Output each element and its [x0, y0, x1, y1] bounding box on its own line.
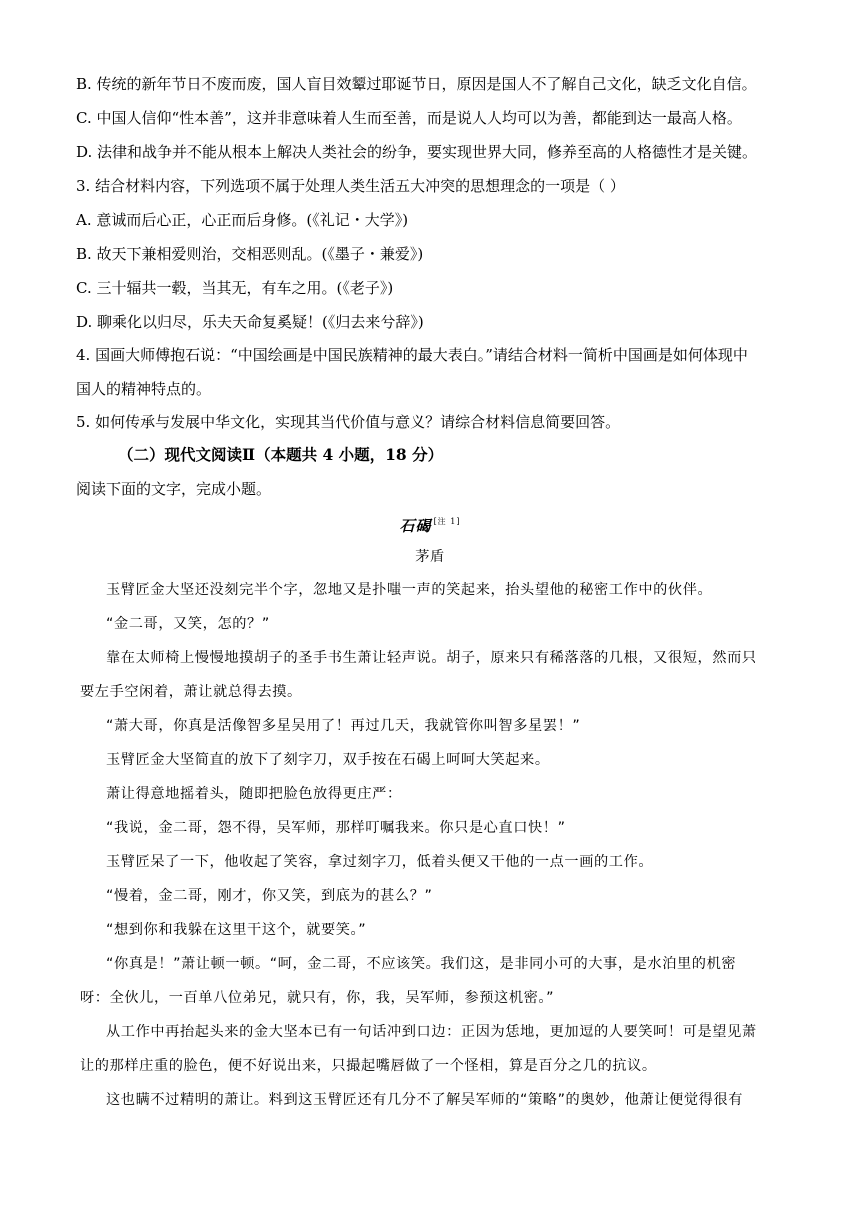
option-3d: D. 聊乘化以归尽，乐夫天命复奚疑！(《归去来兮辞》): [76, 313, 424, 331]
story-paragraph-cont: 让的那样庄重的脸色，便不好说出来，只撮起嘴唇做了一个怪相，算是百分之几的抗议。: [80, 1058, 657, 1074]
question-4-line-1: 4. 国画大师傅抱石说：“中国绘画是中国民族精神的最大表白。”请结合材料一简析中国画是如何体现中: [76, 346, 748, 364]
story-author: 茅盾: [415, 549, 445, 565]
option-3b: B. 故天下兼相爱则治，交相恶则乱。(《墨子・兼爱》): [76, 245, 424, 263]
story-paragraph: “你真是！”萧让顿一顿。“呵，金二哥，不应该笑。我们这，是非同小可的大事，是水泊里的机密: [106, 956, 737, 972]
story-paragraph: 玉臂匠呆了一下，他收起了笑容，拿过刻字刀，低着头便又干他的一点一画的工作。: [106, 854, 654, 870]
story-paragraph: 玉臂匠金大坚还没刻完半个字，忽地又是扑嗤一声的笑起来，抬头望他的秘密工作中的伙伴。: [106, 582, 713, 598]
question-5: 5. 如何传承与发展中华文化，实现其当代价值与意义？请综合材料信息简要回答。: [76, 413, 621, 431]
option-2c: C. 中国人信仰“性本善”，这并非意味着人生而至善，而是说人人均可以为善，都能到达一最高人格。: [76, 109, 742, 127]
question-3-stem: 3. 结合材料内容，下列选项不属于处理人类生活五大冲突的思想理念的一项是（ ）: [76, 177, 625, 195]
story-paragraph-cont: 呀：全伙儿，一百单八位弟兄，就只有，你，我，吴军师，参预这机密。”: [80, 990, 555, 1006]
story-paragraph: 玉臂匠金大坚简直的放下了刻字刀，双手按在石碣上呵呵大笑起来。: [106, 752, 550, 768]
story-paragraph: “金二哥，又笑，怎的？”: [106, 616, 270, 632]
option-3c: C. 三十辐共一毂，当其无，有车之用。(《老子》): [76, 279, 394, 297]
story-paragraph: 从工作中再抬起头来的金大坚本已有一句话冲到口边：正因为恁地，更加逗的人要笑呵！可是望见萧: [106, 1024, 757, 1040]
question-4-line-2: 国人的精神特点的。: [76, 380, 212, 398]
story-paragraph: “想到你和我躲在这里干这个，就要笑。”: [106, 922, 367, 938]
story-title: [0, 512, 860, 536]
option-2b: B. 传统的新年节日不废而废，国人盲目效颦过耶诞节日，原因是国人不了解自己文化，缺乏文化自信。: [76, 75, 757, 93]
story-paragraph-cont: 要左手空闲着，萧让就总得去摸。: [80, 684, 302, 700]
section-heading: （二）现代文阅读Ⅱ（本题共 4 小题，18 分）: [118, 445, 444, 464]
story-paragraph: “慢着，金二哥，刚才，你又笑，到底为的甚么？”: [106, 888, 433, 904]
story-title-text: 石碣: [399, 517, 432, 535]
story-paragraph: “我说，金二哥，怨不得，吴军师，那样叮嘱我来。你只是心直口快！”: [106, 820, 566, 836]
story-paragraph: 萧让得意地摇着头，随即把脸色放得更庄严：: [106, 786, 402, 802]
option-3a: A. 意诚而后心正，心正而后身修。(《礼记・大学》): [76, 211, 409, 229]
option-2d: D. 法律和战争并不能从根本上解决人类社会的纷争，要实现世界大同，修养至高的人格德性才是关键。: [76, 143, 758, 161]
footnote-marker: [注 1]: [433, 517, 461, 526]
story-paragraph: 这也瞒不过精明的萧让。料到这玉臂匠还有几分不了解吴军师的“策略”的奥妙，他萧让便觉得很有: [106, 1092, 743, 1108]
section-instruction: 阅读下面的文字，完成小题。: [76, 480, 272, 498]
story-paragraph: 靠在太师椅上慢慢地摸胡子的圣手书生萧让轻声说。胡子，原来只有稀落落的几根，又很短，然而只: [106, 650, 757, 666]
story-paragraph: “萧大哥，你真是活像智多星吴用了！再过几天，我就管你叫智多星罢！”: [106, 718, 581, 734]
